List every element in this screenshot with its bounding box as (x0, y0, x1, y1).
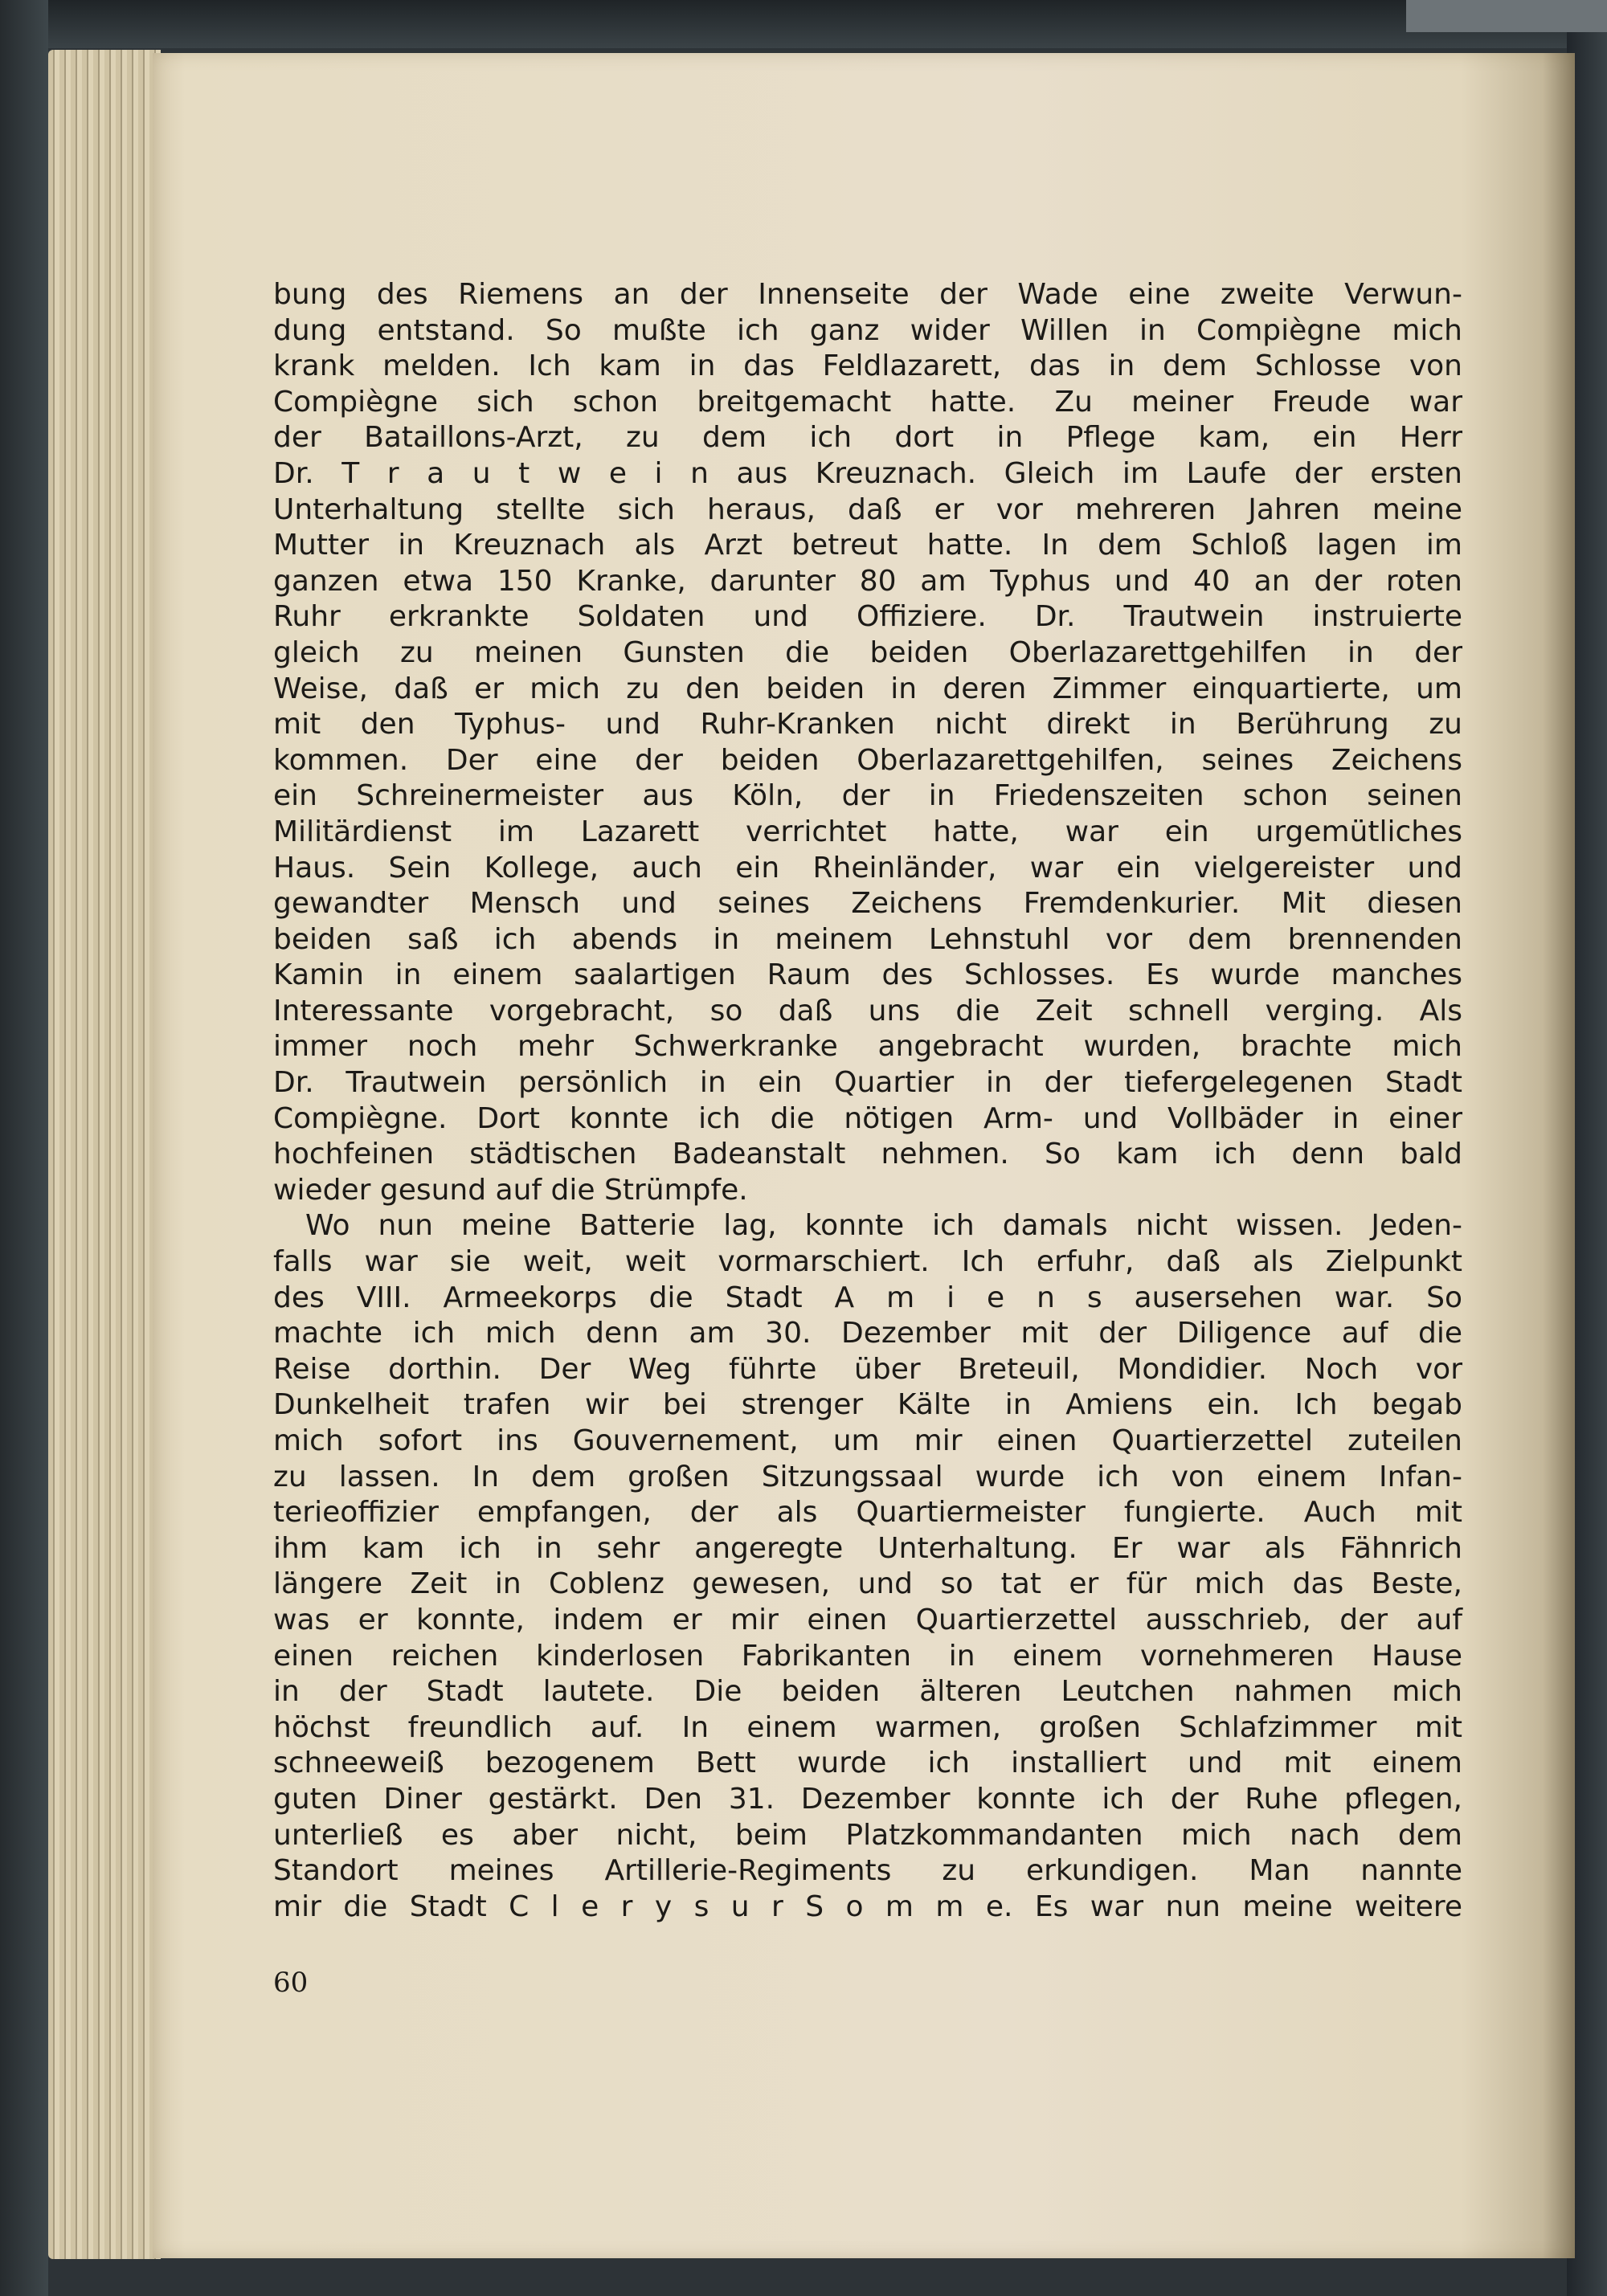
text-line: Dunkelheit trafen wir bei strenger Kälte in Amiens ein. Ich begab (273, 1388, 1462, 1422)
text-line: machte ich mich denn am 30. Dezember mit der Diligence auf die (273, 1317, 1462, 1350)
text-line: dung entstand. So mußte ich ganz wider Willen in Compiègne mich (273, 313, 1462, 347)
text-line: Interessante vorgebracht, so daß uns die Zeit schnell verging. Als (273, 994, 1462, 1027)
text-line: Weise, daß er mich zu den beiden in deren Zimmer einquartierte, um (273, 672, 1462, 705)
text-line: terieoffizier empfangen, der als Quartiermeister fungierte. Auch mit (273, 1496, 1462, 1530)
page-edges (48, 50, 161, 2259)
text-line: ihm kam ich in sehr angeregte Unterhaltung. Er war als Fähnrich (273, 1531, 1462, 1565)
page-number: 60 (273, 1967, 309, 1999)
text-line: kommen. Der eine der beiden Oberlazarettgehilfen, seines Zeichens (273, 743, 1462, 777)
text-line: Reise dorthin. Der Weg führte über Breteuil, Mondidier. Noch vor (273, 1352, 1462, 1386)
text-line: wieder gesund auf die Strümpfe. (273, 1173, 748, 1207)
cover-corner (1406, 0, 1607, 32)
text-line: Compiègne sich schon breitgemacht hatte. Zu meiner Freude war (273, 385, 1462, 419)
text-line: Dr. Trautwein persönlich in ein Quartier in der tiefergelegenen Stadt (273, 1066, 1462, 1100)
text-line: in der Stadt lautete. Die beiden älteren Leutchen nahmen mich (273, 1675, 1462, 1709)
text-line: mit den Typhus- und Ruhr-Kranken nicht direkt in Berührung zu (273, 708, 1462, 742)
text-line: des VIII. Armeekorps die Stadt A m i e n s ausersehen war. So (273, 1281, 1462, 1314)
body-text (273, 277, 1462, 1925)
text-line: Mutter in Kreuznach als Arzt betreut hatte. In dem Schloß lagen im (273, 529, 1462, 562)
text-line: falls war sie weit, weit vormarschiert. Ich erfuhr, daß als Zielpunkt (273, 1245, 1462, 1279)
book-cover-top (0, 0, 1607, 48)
text-line: Kamin in einem saalartigen Raum des Schlosses. Es wurde manches (273, 958, 1462, 992)
text-line: mich sofort ins Gouvernement, um mir einen Quartierzettel zuteilen (273, 1424, 1462, 1457)
text-line: mir die Stadt C l e r y s u r S o m m e. Es war nun meine weitere (273, 1890, 1462, 1923)
text-line: bung des Riemens an der Innenseite der Wade eine zweite Verwun- (273, 278, 1462, 311)
text-line: unterließ es aber nicht, beim Platzkommandanten mich nach dem (273, 1818, 1462, 1852)
text-line: gleich zu meinen Gunsten die beiden Oberlazarettgehilfen in der (273, 635, 1462, 669)
text-line: hochfeinen städtischen Badeanstalt nehmen. So kam ich denn bald (273, 1138, 1462, 1171)
page-gutter-shadow (1543, 53, 1575, 2258)
book-cover-left (0, 0, 48, 2296)
text-line: Ruhr erkrankte Soldaten und Offiziere. Dr. Trautwein instruierte (273, 600, 1462, 634)
text-line: Compiègne. Dort konnte ich die nötigen Arm- und Vollbäder in einer (273, 1101, 1462, 1135)
text-line: ganzen etwa 150 Kranke, darunter 80 am Typhus und 40 an der roten (273, 564, 1462, 598)
text-line: was er konnte, indem er mir einen Quartierzettel ausschrieb, der auf (273, 1603, 1462, 1636)
text-line: guten Diner gestärkt. Den 31. Dezember konnte ich der Ruhe pflegen, (273, 1782, 1462, 1816)
text-line: Militärdienst im Lazarett verrichtet hatte, war ein urgemütliches (273, 815, 1462, 848)
text-line: einen reichen kinderlosen Fabrikanten in einem vornehmeren Hause (273, 1639, 1462, 1673)
text-line: Dr. T r a u t w e i n aus Kreuznach. Gleich im Laufe der ersten (273, 456, 1462, 490)
text-line: krank melden. Ich kam in das Feldlazarett, das in dem Schlosse von (273, 349, 1462, 383)
text-line: beiden saß ich abends in meinem Lehnstuhl vor dem brennenden (273, 922, 1462, 956)
text-line: schneeweiß bezogenem Bett wurde ich installiert und mit einem (273, 1747, 1462, 1780)
text-line: höchst freundlich auf. In einem warmen, großen Schlafzimmer mit (273, 1710, 1462, 1744)
text-line: Standort meines Artillerie-Regiments zu erkundigen. Man nannte (273, 1854, 1462, 1888)
text-line: der Bataillons-Arzt, zu dem ich dort in Pflege kam, ein Herr (273, 421, 1462, 455)
text-line: Unterhaltung stellte sich heraus, daß er vor mehreren Jahren meine (273, 492, 1462, 526)
text-line: immer noch mehr Schwerkranke angebracht wurden, brachte mich (273, 1030, 1462, 1064)
text-line: Haus. Sein Kollege, auch ein Rheinländer, war ein vielgereister und (273, 851, 1462, 884)
text-line: zu lassen. In dem großen Sitzungssaal wurde ich von einem Infan- (273, 1460, 1462, 1493)
text-line: längere Zeit in Coblenz gewesen, und so tat er für mich das Beste, (273, 1567, 1462, 1601)
text-line: ein Schreinermeister aus Köln, der in Friedenszeiten schon seinen (273, 779, 1462, 813)
text-line: gewandter Mensch und seines Zeichens Fremdenkurier. Mit diesen (273, 887, 1462, 921)
text-line: Wo nun meine Batterie lag, konnte ich damals nicht wissen. Jeden- (305, 1209, 1462, 1243)
